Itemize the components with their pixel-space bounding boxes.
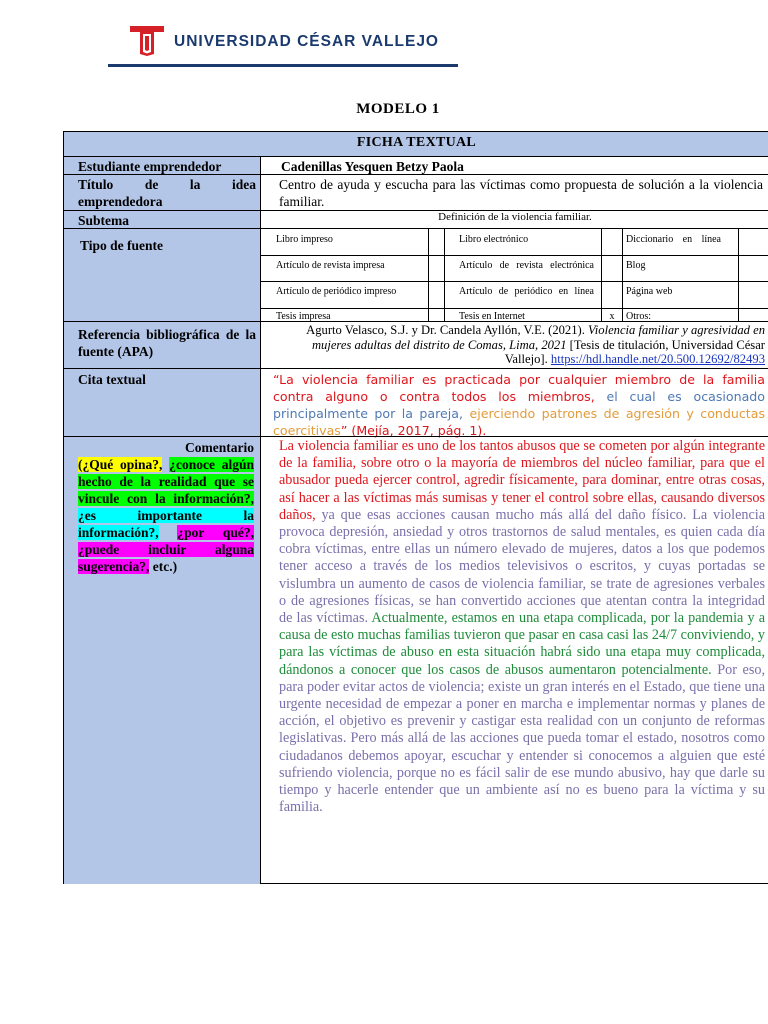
option-revista-impresa: Artículo de revista impresa [276, 260, 385, 271]
value-referencia [261, 322, 768, 368]
prompt-conoce-hecho: ¿conoce algún hecho de la realidad que se vincule con la información?, [78, 457, 254, 506]
value-titulo: Centro de ayuda y escucha para las víctimas como propuesta de solución a la violencia familiar. [279, 177, 763, 209]
mark-periodico-linea [601, 285, 622, 286]
ucv-shield-icon [130, 24, 164, 56]
option-libro-impreso: Libro impreso [276, 234, 333, 245]
row-estudiante [64, 156, 768, 174]
comment-part-purple-2: Por eso, para poder evitar actos de violencia; existe un gran interés en el Estado, que tiene una urgente necesidad de empezar a poner en marcha e implementar normas y planes de acción, el objetivo es prevenir y castigar esta realidad con un conjunto de reformas legislativas. Pero más allá de las acciones que pueda tomar el estado, nosotros como ciudadanos debemos apoyar, escuchar y entender si conocemos a alguien que esté sufriendo violencia, porque no es fácil salir de ese mundo abusivo, hay que darle su tiempo y hacerle entender que un ambiente así no es bueno para la víctima y su familia. [279, 661, 765, 816]
label-comentario: Comentario [185, 440, 254, 455]
label-cita: Cita textual [64, 369, 261, 436]
option-diccionario: Diccionario en línea [626, 234, 721, 245]
row-subtema [64, 210, 768, 228]
row-titulo [64, 174, 768, 210]
reference-authors: Agurto Velasco, S.J. y Dr. Candela Ayllón, V.E. (2021). [306, 323, 585, 337]
cita-part-orange: ejerciendo patrones de agresión y conductas coercitivas [273, 406, 766, 438]
mark-tesis-impresa [428, 310, 444, 311]
value-cita [261, 369, 768, 436]
mark-pagina-web [738, 285, 768, 286]
prompt-es-importante: ¿es importante la información?, [78, 508, 254, 540]
reference-link[interactable]: https://hdl.handle.net/20.500.12692/82493 [550, 352, 765, 366]
ficha-textual-table [63, 131, 768, 884]
row-referencia [64, 321, 768, 368]
row-cita [64, 368, 768, 436]
label-estudiante: Estudiante emprendedor [64, 157, 261, 174]
mark-revista-electronica [601, 259, 622, 260]
option-libro-electronico: Libro electrónico [459, 234, 529, 245]
mark-blog [738, 259, 768, 260]
row-tipo-fuente [64, 228, 768, 321]
label-tipo-fuente: Tipo de fuente [64, 229, 261, 321]
mark-revista-impresa [428, 259, 444, 260]
label-comentario-block [64, 437, 261, 884]
option-tesis-internet: Tesis en Internet [459, 311, 525, 322]
option-revista-electronica: Artículo de revista electrónica [459, 260, 594, 271]
value-comentario [261, 437, 768, 884]
prompt-que-opina: (¿Qué opina?, [78, 457, 163, 472]
row-comentario [64, 436, 768, 884]
option-tesis-impresa: Tesis impresa [276, 311, 331, 322]
label-titulo-text: Título de la idea emprendedora [78, 177, 256, 209]
university-logo [108, 16, 500, 68]
reference-detail: [Tesis de titulación, Universidad César Vallejo]. [504, 337, 765, 366]
option-periodico-impreso: Artículo de periódico impreso [276, 286, 397, 297]
mark-libro-electronico [601, 233, 622, 234]
mark-tesis-internet: x [609, 311, 615, 322]
reference-title: Violencia familiar y agresividad en mujeres adultas del distrito de Comas, Lima, 2021 [311, 323, 765, 352]
cita-part-reference: ” (Mejía, 2017, pág. 1). [340, 423, 487, 438]
value-estudiante: Cadenillas Yesquen Betzy Paola [281, 159, 464, 174]
mark-diccionario [738, 233, 768, 234]
source-type-grid [261, 229, 768, 321]
label-referencia [64, 322, 261, 368]
mark-otros [738, 310, 768, 311]
comment-part-purple-1: ya que esas acciones causan mucho más allá del daño físico. La violencia provoca depresión, ansiedad y otros trastornos de salud mentales, es quien cada día cobra víctimas, entre ellas un número elevado de mujeres, datos a los que podemos tener acceso a través de los medios televisivos o escritos, y cuyas portadas se vislumbra un aumento de casos de violencia familiar, se trate de agresiones verbales o de agresiones físicas, se han convertido acciones que atentan contra la integridad de las víctimas. [279, 506, 765, 627]
option-blog: Blog [626, 260, 646, 271]
cita-part-red: “La violencia familiar es practicada por cualquier miembro de la familia contra alguno o contra todos los miembros, [273, 372, 765, 404]
table-heading: FICHA TEXTUAL [64, 132, 768, 156]
mark-libro-impreso [428, 233, 444, 234]
option-periodico-linea: Artículo de periódico en línea [459, 286, 594, 297]
option-pagina-web: Página web [626, 286, 673, 297]
label-titulo [64, 175, 261, 210]
prompt-etc: etc.) [149, 559, 178, 574]
mark-periodico-impreso [428, 285, 444, 286]
comment-part-red: La violencia familiar es uno de los tantos abusos que se cometen por algún integrante de la familia, sobre otro o la mayoría de miembros del núcleo familiar, para que el abusador pueda ejercer control, agredir físicamente, para dominar, entre otras cosas, así hacer a las víctimas más sumisas y tener el control sobre ellas, causando diversos daños, [279, 438, 765, 523]
page-title: MODELO 1 [356, 101, 440, 117]
prompt-por-que: ¿por qué?, [177, 525, 255, 540]
label-referencia-text: Referencia bibliográfica de la fuente (APA) [78, 327, 256, 359]
prompt-sugerencia: ¿puede incluir alguna sugerencia?, [78, 542, 254, 574]
cita-part-blue: el cual es ocasionado principalmente por la pareja, [273, 389, 766, 421]
value-subtema: Definición de la violencia familiar. [438, 211, 592, 223]
label-subtema: Subtema [64, 211, 261, 228]
comment-part-green: Actualmente, estamos en una etapa complicada, por la pandemia y a causa de esto muchas familias tuvieron que pasar en casa casi las 24/7 conviviendo, y para las víctimas de abuso en esta situación habrá sido una etapa muy complicada, dándonos a conocer que los casos de abusos aumentaron potencialmente. [279, 610, 765, 678]
header-rule [108, 64, 458, 67]
option-otros: Otros: [626, 311, 651, 322]
university-name: UNIVERSIDAD CÉSAR VALLEJO [174, 33, 439, 50]
